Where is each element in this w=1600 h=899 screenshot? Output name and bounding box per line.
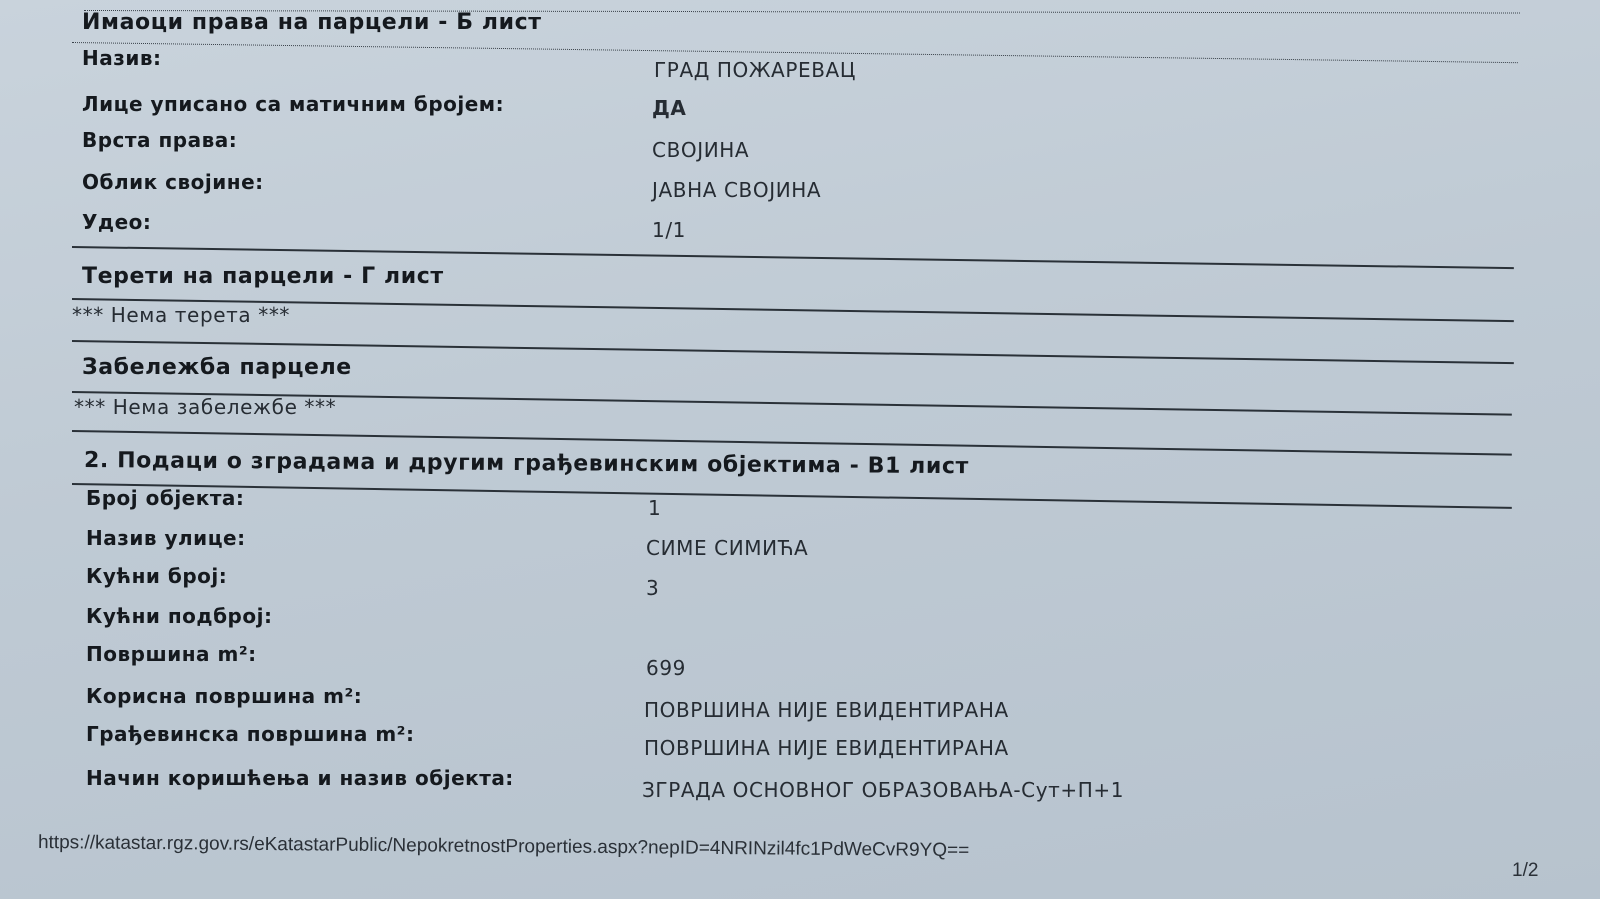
owner-name-row xyxy=(82,46,1382,82)
area-row xyxy=(86,642,1386,680)
area-label: Површина m²: xyxy=(86,642,257,666)
section-g-note: *** Нема терета *** xyxy=(72,303,291,327)
section-note-title: Забележба парцеле xyxy=(82,355,352,380)
usable-area-label: Корисна површина m²: xyxy=(86,684,363,708)
source-url: https://katastar.rgz.gov.rs/eKatastarPublic/NepokretnostProperties.aspx?nepID=4NRINzil4fc1PdWeCvR9YQ== xyxy=(37,832,970,862)
ownership-form-row xyxy=(82,170,1382,200)
street-name-value: СИМЕ СИМИЋА xyxy=(646,536,809,560)
owner-name-value: ГРАД ПОЖАРЕВАЦ xyxy=(654,58,856,82)
share-row xyxy=(82,210,1382,240)
share-value: 1/1 xyxy=(652,218,686,242)
house-subnumber-row xyxy=(86,604,1386,634)
usable-area-value: ПОВРШИНА НИЈЕ ЕВИДЕНТИРАНА xyxy=(644,698,1009,722)
right-type-label: Врста права: xyxy=(82,128,238,152)
section-note-text: *** Нема забележбе *** xyxy=(74,395,337,419)
house-number-label: Кућни број: xyxy=(86,564,228,588)
registered-person-value: ДА xyxy=(652,96,687,120)
usage-name-label: Начин коришћења и назив објекта: xyxy=(86,766,514,790)
building-number-label: Број објекта: xyxy=(86,486,245,510)
right-type-value: СВОЈИНА xyxy=(652,138,750,162)
street-name-label: Назив улице: xyxy=(86,526,246,550)
street-name-row xyxy=(86,526,1386,560)
building-number-value: 1 xyxy=(648,496,662,520)
owner-name-label: Назив: xyxy=(82,46,162,70)
house-number-row xyxy=(86,564,1386,600)
usage-name-row xyxy=(86,766,1386,802)
construction-area-value: ПОВРШИНА НИЈЕ ЕВИДЕНТИРАНА xyxy=(644,736,1009,760)
registered-person-row xyxy=(82,92,1382,122)
right-type-row xyxy=(82,128,1382,162)
usable-area-row xyxy=(86,684,1386,722)
ownership-form-value: ЈАВНА СВОЈИНА xyxy=(652,178,822,202)
building-number-row xyxy=(86,486,1386,520)
construction-area-label: Грађевинска површина m²: xyxy=(86,722,415,746)
page-number: 1/2 xyxy=(1512,860,1539,881)
section-v1-title: 2. Подаци о зградама и другим грађевинским објектима - В1 лист xyxy=(83,448,969,480)
house-subnumber-label: Кућни подброј: xyxy=(86,604,273,628)
section-g-title: Терети на парцели - Г лист xyxy=(82,264,444,289)
house-number-value: 3 xyxy=(646,576,660,600)
registered-person-label: Лице уписано са матичним бројем: xyxy=(82,92,505,116)
section-b-title: Имаоци права на парцели - Б лист xyxy=(82,10,542,35)
ownership-form-label: Облик својине: xyxy=(82,170,264,194)
share-label: Удео: xyxy=(82,210,152,234)
area-value: 699 xyxy=(646,656,686,680)
construction-area-row xyxy=(86,722,1386,760)
usage-name-value: ЗГРАДА ОСНОВНОГ ОБРАЗОВАЊА-Сут+П+1 xyxy=(642,778,1125,802)
